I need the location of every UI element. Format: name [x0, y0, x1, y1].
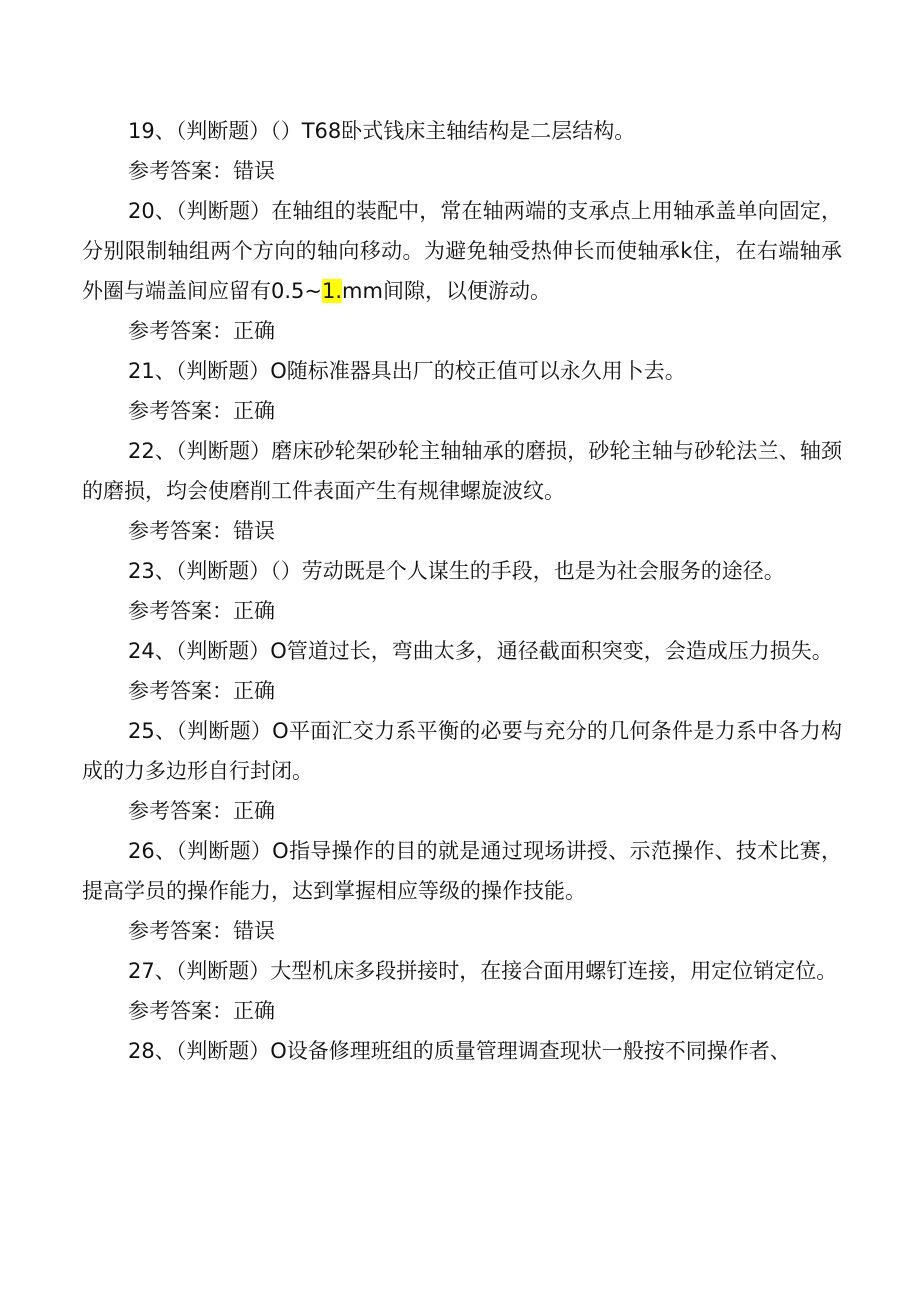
question-21: 21、（判断题）O随标准器具出厂的校正值可以永久用卜去。 — [128, 359, 686, 383]
answer-19: 参考答案：错误 — [128, 159, 275, 183]
answer-25: 参考答案：正确 — [128, 799, 275, 823]
answer-24: 参考答案：正确 — [128, 679, 275, 703]
question-20-part-3: mm间隙，以便游动。 — [342, 279, 551, 303]
answer-23: 参考答案：正确 — [128, 599, 275, 623]
question-26: 26、（判断题）O指导操作的目的就是通过现场讲授、示范操作、技术比赛，提高学员的操作能力，达到掌握相应等级的操作技能。 — [82, 839, 842, 903]
question-22: 22、（判断题）磨床砂轮架砂轮主轴轴承的磨损，砂轮主轴与砂轮法兰、轴颈的磨损，均会使磨削工件表面产生有规律螺旋波纹。 — [82, 439, 842, 503]
question-list — [82, 111, 842, 1071]
question-20-part-1: 20、（判断题）在轴组的装配中，常在轴两端的支承点上用轴承盖单向固定，分别限制轴组两个方向的轴向移动。为避免轴受热伸长而使轴承k住，在右端轴承外圈与端盖间应留有0.5~ — [82, 199, 842, 303]
answer-27: 参考答案：正确 — [128, 999, 275, 1023]
highlighted-text: 1. — [322, 279, 343, 303]
question-19: 19、（判断题）（）T68卧式钱床主轴结构是二层结构。 — [128, 119, 636, 143]
answer-26: 参考答案：错误 — [128, 919, 275, 943]
answer-22: 参考答案：错误 — [128, 519, 275, 543]
question-23: 23、（判断题）（）劳动既是个人谋生的手段，也是为社会服务的途径。 — [128, 559, 785, 583]
question-25: 25、（判断题）O平面汇交力系平衡的必要与充分的几何条件是力系中各力构成的力多边形自行封闭。 — [82, 719, 842, 783]
answer-21: 参考答案：正确 — [128, 399, 275, 423]
question-20 — [82, 191, 842, 311]
question-27: 27、（判断题）大型机床多段拼接时，在接合面用螺钉连接，用定位销定位。 — [128, 959, 838, 983]
question-28: 28、（判断题）O设备修理班组的质量管理调查现状一般按不同操作者、 — [128, 1039, 791, 1063]
question-24: 24、（判断题）O管道过长，弯曲太多，通径截面积突变，会造成压力损失。 — [128, 639, 833, 663]
answer-20: 参考答案：正确 — [128, 319, 275, 343]
